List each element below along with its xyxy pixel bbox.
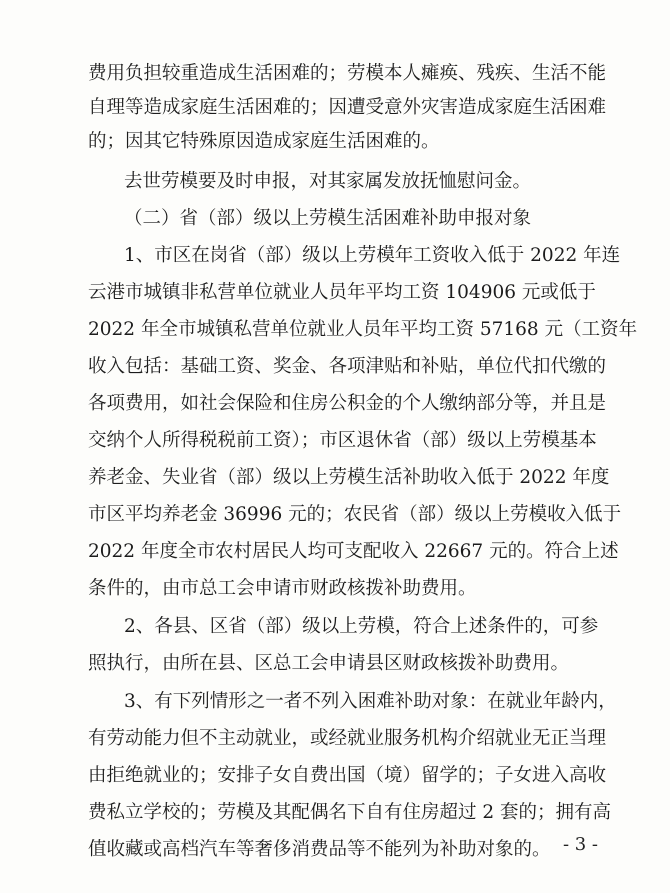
text-line: 由拒绝就业的；安排子女自费出国（境）留学的；子女进入高收 (88, 765, 607, 786)
text-line: 条件的，由市总工会申请市财政核拨补助费用。 (88, 578, 477, 599)
text-line: 1、市区在岗省（部）级以上劳模年工资收入低于 2022 年连 (124, 245, 621, 266)
text-line: 交纳个人所得税税前工资）；市区退休省（部）级以上劳模基本 (88, 430, 597, 451)
text-line: 有劳动能力但不主动就业，或经就业服务机构介绍就业无正当理 (88, 728, 607, 749)
text-line: 费用负担较重造成生活困难的；劳模本人瘫痪、残疾、生活不能 (88, 63, 607, 84)
text-line: 值收藏或高档汽车等奢侈消费品等不能列为补助对象的。 (88, 839, 551, 860)
text-line: 云港市城镇非私营单位就业人员年平均工资 104906 元或低于 (88, 282, 596, 303)
text-line: 2、各县、区省（部）级以上劳模，符合上述条件的，可参 (124, 616, 599, 637)
text-line: 自理等造成家庭生活困难的；因遭受意外灾害造成家庭生活困难 (88, 97, 607, 118)
text-line: 养老金、失业省（部）级以上劳模生活补助收入低于 2022 年度 (88, 467, 610, 488)
text-line: 3、有下列情形之一者不列入困难补助对象：在就业年龄内， (124, 691, 617, 712)
text-line: 各项费用，如社会保险和住房公积金的个人缴纳部分等，并且是 (88, 393, 607, 414)
text-line: 费私立学校的；劳模及其配偶名下自有住房超过 2 套的；拥有高 (88, 802, 612, 823)
page-number: - 3 - (562, 834, 598, 855)
text-line: 收入包括：基础工资、奖金、各项津贴和补贴，单位代扣代缴的 (88, 356, 607, 377)
section-heading: （二）省（部）级以上劳模生活困难补助申报对象 (124, 208, 532, 229)
text-line: 2022 年度全市农村居民人均可支配收入 22667 元的。符合上述 (88, 541, 619, 562)
text-line: 照执行，由所在县、区总工会申请县区财政核拨补助费用。 (88, 653, 570, 674)
text-line: 的；因其它特殊原因造成家庭生活困难的。 (88, 131, 440, 152)
text-line: 市区平均养老金 36996 元的；农民省（部）级以上劳模收入低于 (88, 504, 622, 525)
text-line: 2022 年全市城镇私营单位就业人员年平均工资 57168 元（工资年 (88, 319, 638, 340)
text-line: 去世劳模要及时申报，对其家属发放抚恤慰问金。 (124, 171, 532, 192)
